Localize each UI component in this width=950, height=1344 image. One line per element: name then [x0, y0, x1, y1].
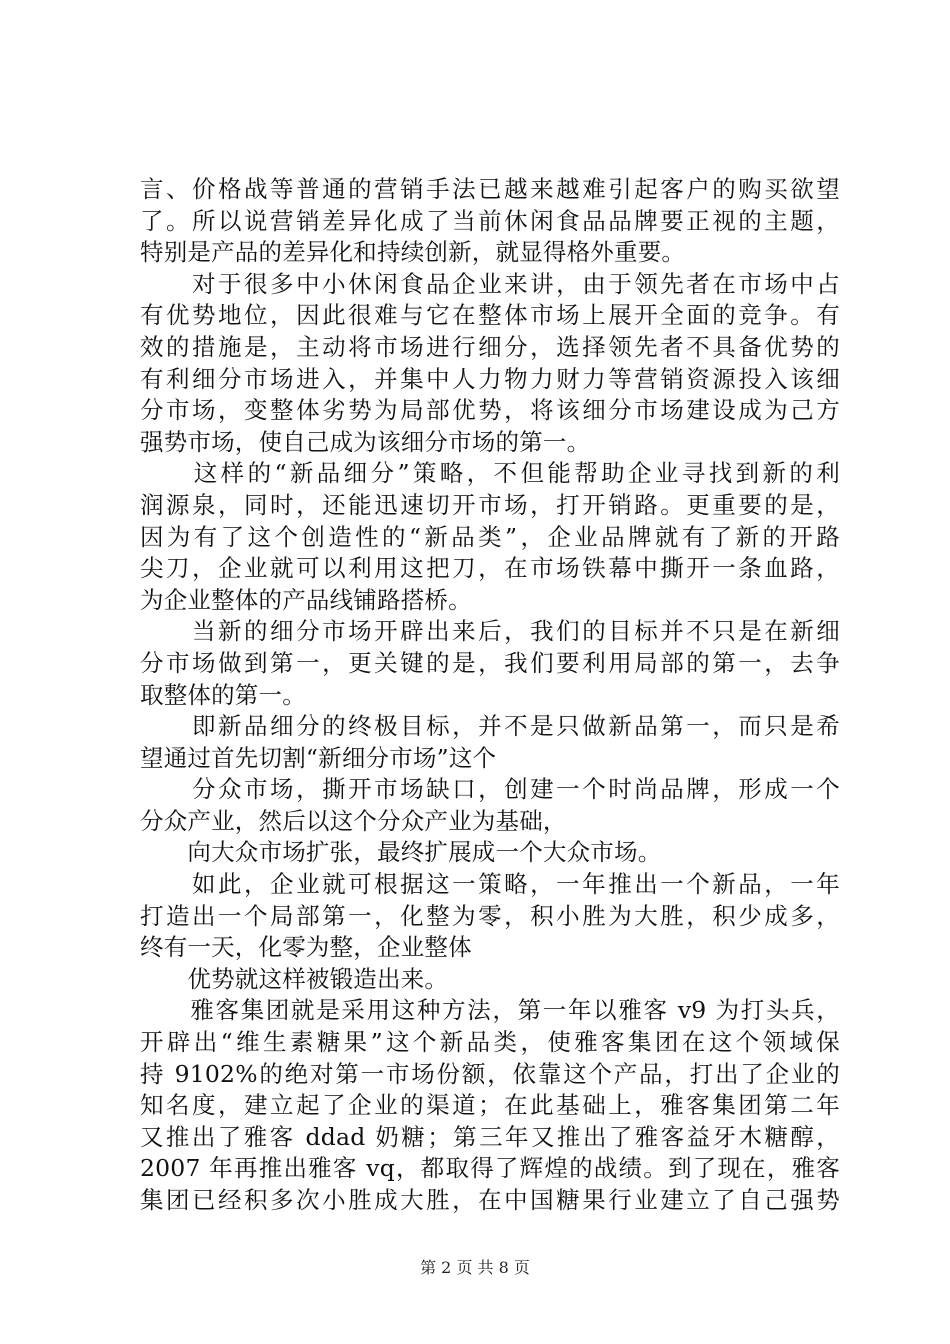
text-line: 雅客集团就是采用这种方法，第一年以雅客 v9 为打头兵，	[140, 996, 840, 1025]
text-line: 当新的细分市场开辟出来后，我们的目标并不只是在新细	[140, 617, 840, 646]
text-line: 取整体的第一。	[140, 680, 306, 709]
text-line: 分众市场，撕开市场缺口，创建一个时尚品牌，形成一个	[140, 775, 840, 804]
text-line: 有优势地位，因此很难与它在整体市场上展开全面的竞争。有	[140, 301, 840, 330]
text-line: 如此，企业就可根据这一策略，一年推出一个新品，一年	[140, 870, 840, 899]
text-line: 分市场，变整体劣势为局部优势，将该细分市场建设成为己方	[140, 396, 840, 425]
document-body	[140, 174, 840, 1217]
text-line: 向大众市场扩张，最终扩展成一个大众市场。	[140, 838, 662, 867]
text-line: 又推出了雅客 ddad 奶糖；第三年又推出了雅客益牙木糖醇，	[140, 1122, 840, 1151]
text-line: 集团已经积多次小胜成大胜，在中国糖果行业建立了自己强势	[140, 1186, 840, 1214]
text-line: 即新品细分的终极目标，并不是只做新品第一，而只是希	[140, 712, 840, 741]
text-line: 强势市场，使自己成为该细分市场的第一。	[140, 427, 591, 456]
text-line: 对于很多中小休闲食品企业来讲，由于领先者在市场中占	[140, 269, 840, 298]
text-line: 2007 年再推出雅客 vq，都取得了辉煌的战绩。到了现在，雅客	[140, 1154, 840, 1183]
text-line: 开辟出“维生素糖果”这个新品类，使雅客集团在这个领域保	[140, 1028, 840, 1057]
text-line: 效的措施是，主动将市场进行细分，选择领先者不具备优势的	[140, 332, 840, 361]
page-footer: 第 2 页 共 8 页	[420, 1258, 530, 1277]
text-line: 润源泉，同时，还能迅速切开市场，打开销路。更重要的是，	[140, 490, 840, 519]
text-line: 终有一天，化零为整，企业整体	[140, 933, 472, 962]
text-line: 打造出一个局部第一，化整为零，积小胜为大胜，积少成多，	[140, 901, 840, 930]
text-line: 有利细分市场进入，并集中人力物力财力等营销资源投入该细	[140, 364, 840, 393]
text-line: 望通过首先切割“新细分市场”这个	[140, 743, 497, 772]
text-line: 知名度，建立起了企业的渠道；在此基础上，雅客集团第二年	[140, 1091, 840, 1120]
text-line: 优势就这样被锻造出来。	[140, 964, 449, 993]
text-line: 了。所以说营销差异化成了当前休闲食品品牌要正视的主题，	[140, 206, 840, 235]
text-line: 特别是产品的差异化和持续创新，就显得格外重要。	[140, 238, 686, 267]
text-line: 这样的“新品细分”策略，不但能帮助企业寻找到新的利	[140, 459, 840, 488]
text-line: 尖刀，企业就可以利用这把刀，在市场铁幕中撕开一条血路，	[140, 554, 840, 583]
text-line: 因为有了这个创造性的“新品类”，企业品牌就有了新的开路	[140, 522, 840, 551]
text-line: 言、价格战等普通的营销手法已越来越难引起客户的购买欲望	[140, 175, 840, 203]
text-line: 分市场做到第一，更关键的是，我们要利用局部的第一，去争	[140, 648, 840, 677]
text-line: 持 9102%的绝对第一市场份额，依靠这个产品，打出了企业的	[140, 1059, 840, 1088]
text-line: 为企业整体的产品线铺路搭桥。	[140, 585, 472, 614]
text-line: 分众产业，然后以这个分众产业为基础，	[140, 806, 567, 835]
